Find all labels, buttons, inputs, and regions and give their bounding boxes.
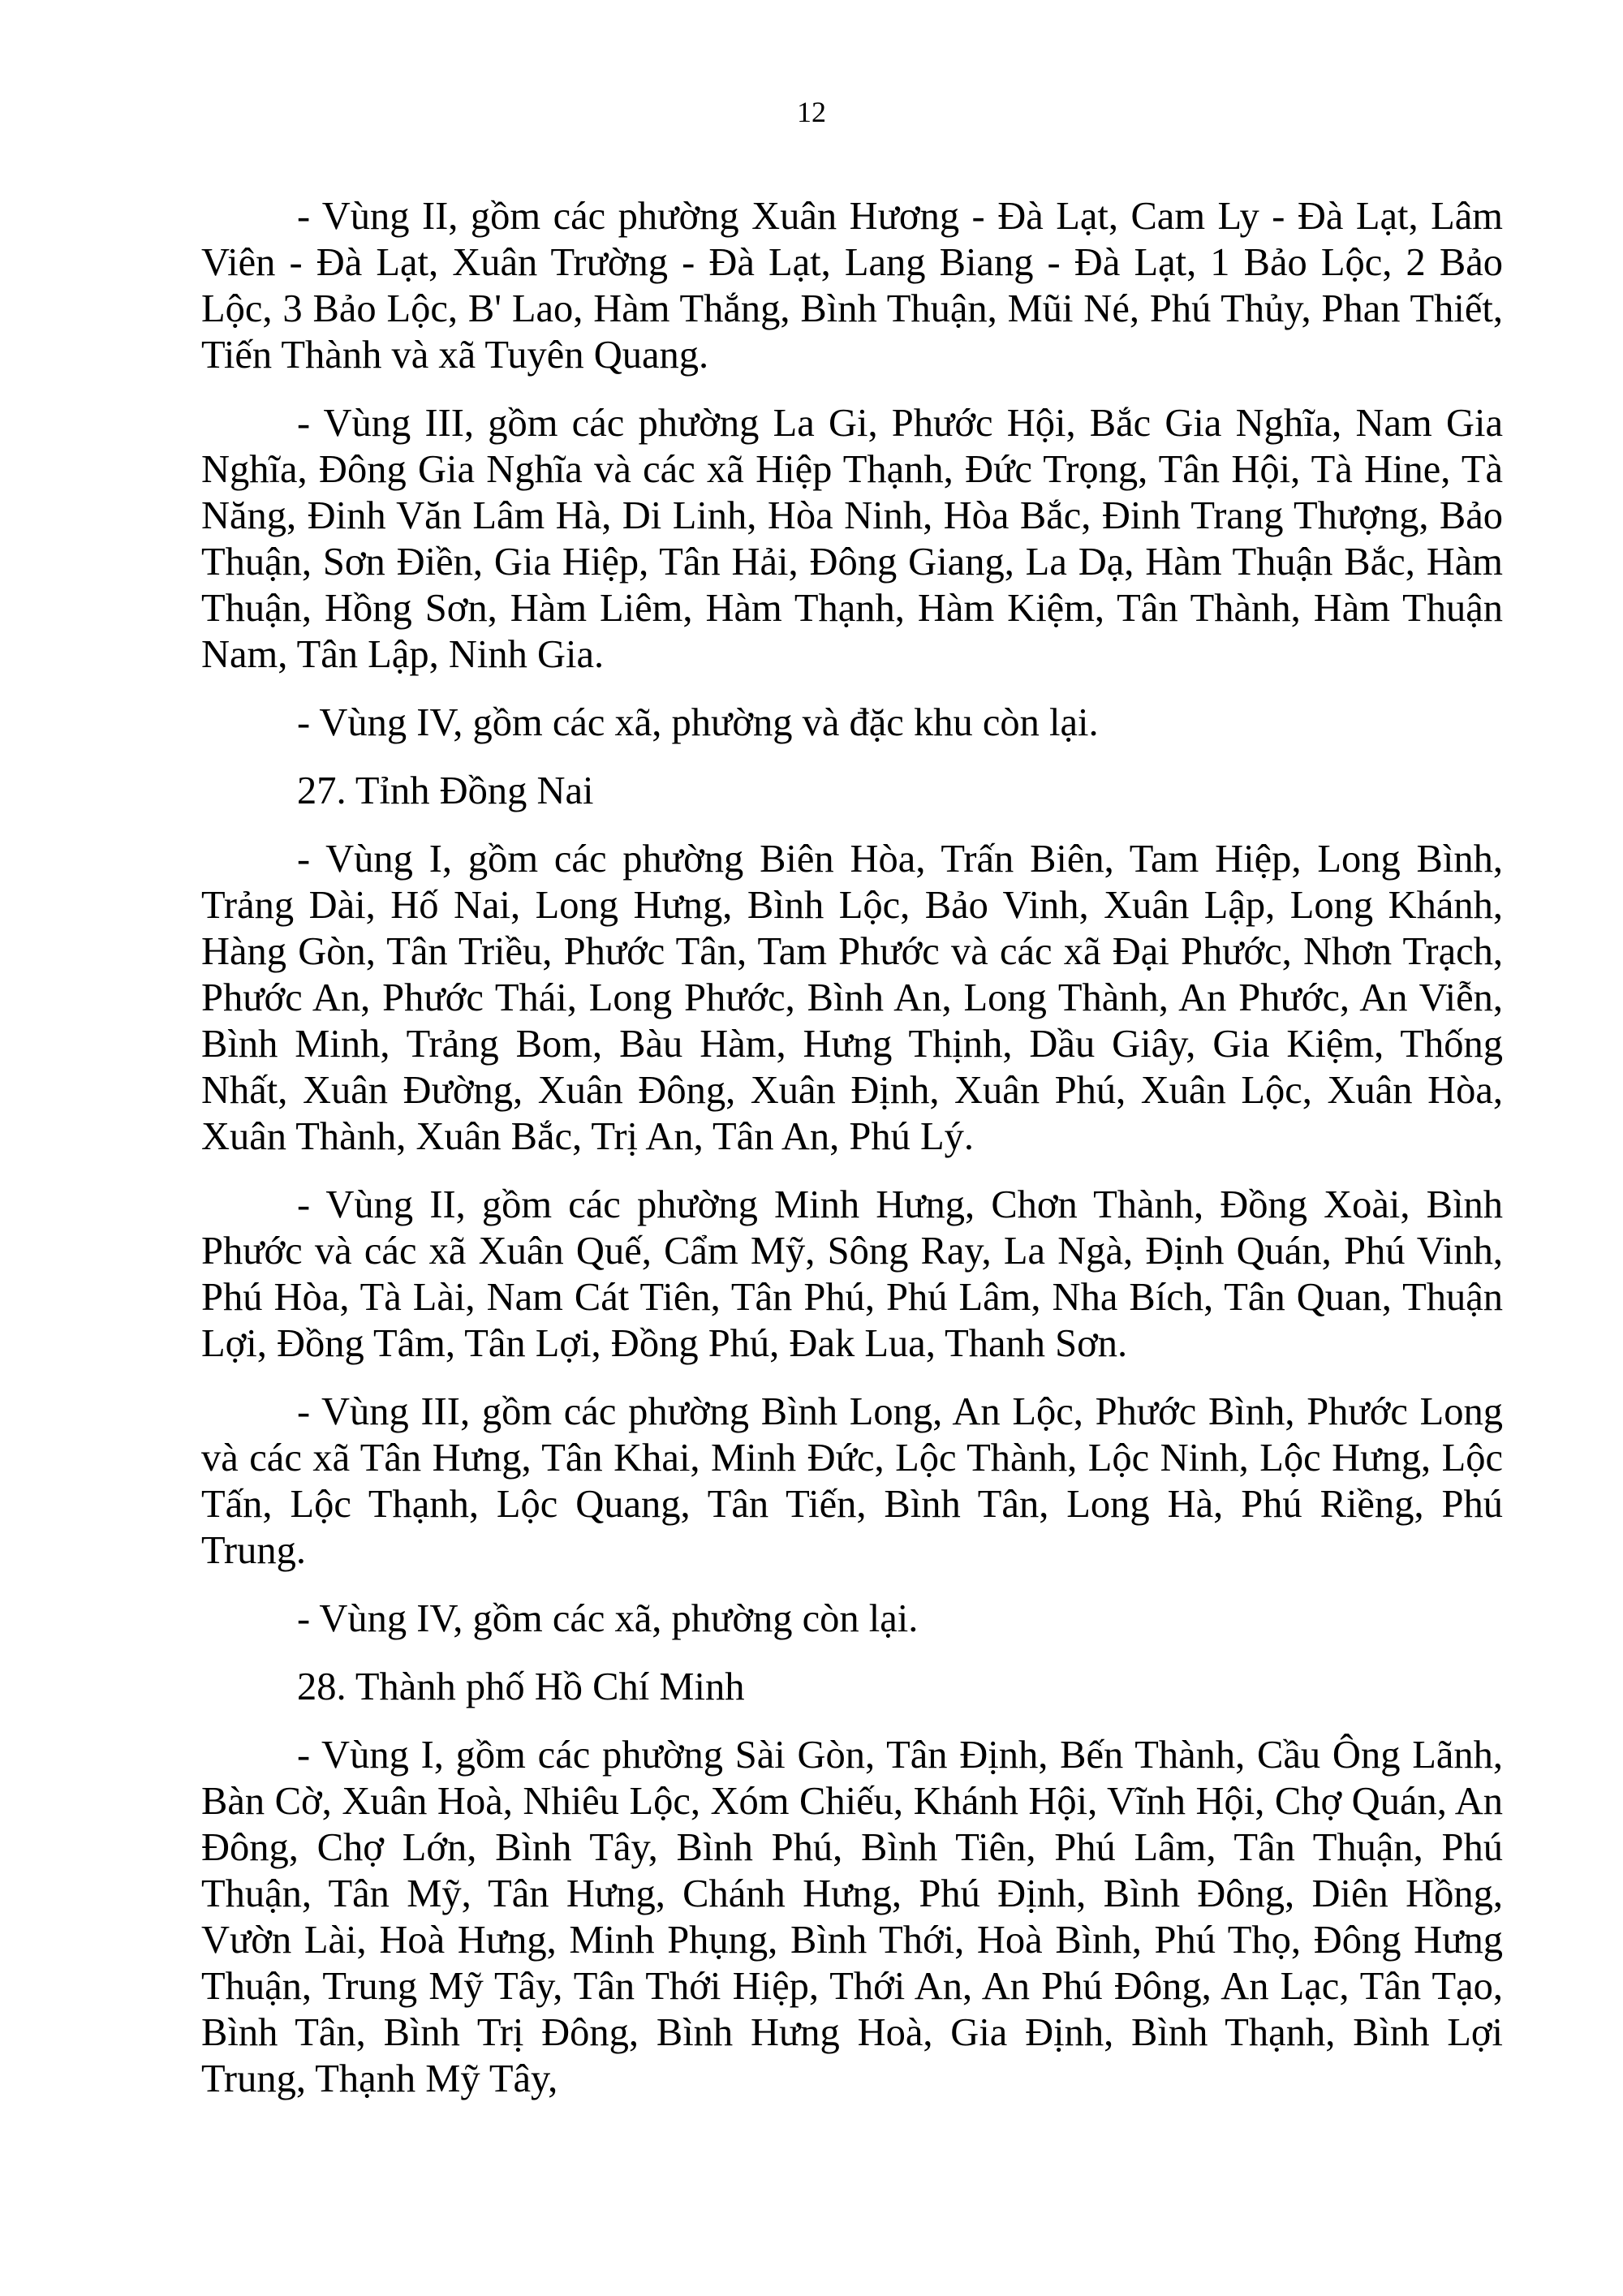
section-heading-dong-nai: 27. Tỉnh Đồng Nai: [297, 769, 594, 812]
paragraph-lam-dong-zone-4: - Vùng IV, gồm các xã, phường và đặc khu còn lại.: [297, 701, 1099, 744]
paragraph-lam-dong-zone-2: - Vùng II, gồm các phường Xuân Hương - Đà Lạt, Cam Ly - Đà Lạt, Lâm Viên - Đà Lạt, Xuân Trường - Đà Lạt, Lang Biang - Đà Lạt, 1 Bảo Lộc, 2 Bảo Lộc, 3 Bảo Lộc, B' Lao, Hàm Thắng, Bình Thuận, Mũi Né, Phú Thủy, Phan Thiết, Tiến Thành và xã Tuyên Quang.: [201, 195, 1503, 377]
paragraph-dong-nai-zone-1: - Vùng I, gồm các phường Biên Hòa, Trấn Biên, Tam Hiệp, Long Bình, Trảng Dài, Hố Nai, Long Hưng, Bình Lộc, Bảo Vinh, Xuân Lập, Long Khánh, Hàng Gòn, Tân Triều, Phước Tân, Tam Phước và các xã Đại Phước, Nhơn Trạch, Phước An, Phước Thái, Long Phước, Bình An, Long Thành, An Phước, An Viễn, Bình Minh, Trảng Bom, Bàu Hàm, Hưng Thịnh, Dầu Giây, Gia Kiệm, Thống Nhất, Xuân Đường, Xuân Đông, Xuân Định, Xuân Phú, Xuân Lộc, Xuân Hòa, Xuân Thành, Xuân Bắc, Trị An, Tân An, Phú Lý.: [201, 838, 1503, 1158]
paragraph-dong-nai-zone-4: - Vùng IV, gồm các xã, phường còn lại.: [297, 1597, 919, 1640]
paragraph-dong-nai-zone-2: - Vùng II, gồm các phường Minh Hưng, Chơn Thành, Đồng Xoài, Bình Phước và các xã Xuân Quế, Cẩm Mỹ, Sông Ray, La Ngà, Định Quán, Phú Vinh, Phú Hòa, Tà Lài, Nam Cát Tiên, Tân Phú, Phú Lâm, Nha Bích, Tân Quan, Thuận Lợi, Đồng Tâm, Tân Lợi, Đồng Phú, Đak Lua, Thanh Sơn.: [201, 1183, 1503, 1365]
paragraph-lam-dong-zone-3: - Vùng III, gồm các phường La Gi, Phước Hội, Bắc Gia Nghĩa, Nam Gia Nghĩa, Đông Gia Nghĩa và các xã Hiệp Thạnh, Đức Trọng, Tân Hội, Tà Hine, Tà Năng, Đinh Văn Lâm Hà, Di Linh, Hòa Ninh, Hòa Bắc, Đinh Trang Thượng, Bảo Thuận, Sơn Điền, Gia Hiệp, Tân Hải, Đông Giang, La Dạ, Hàm Thuận Bắc, Hàm Thuận, Hồng Sơn, Hàm Liêm, Hàm Thạnh, Hàm Kiệm, Tân Thành, Hàm Thuận Nam, Tân Lập, Ninh Gia.: [201, 402, 1503, 676]
document-body: [201, 193, 1503, 2124]
paragraph-ho-chi-minh-zone-1: - Vùng I, gồm các phường Sài Gòn, Tân Định, Bến Thành, Cầu Ông Lãnh, Bàn Cờ, Xuân Hoà, Nhiêu Lộc, Xóm Chiếu, Khánh Hội, Vĩnh Hội, Chợ Quán, An Đông, Chợ Lớn, Bình Tây, Bình Phú, Bình Tiên, Phú Lâm, Tân Thuận, Phú Thuận, Tân Mỹ, Tân Hưng, Chánh Hưng, Phú Định, Bình Đông, Diên Hồng, Vườn Lài, Hoà Hưng, Minh Phụng, Bình Thới, Hoà Bình, Phú Thọ, Đông Hưng Thuận, Trung Mỹ Tây, Tân Thới Hiệp, Thới An, An Phú Đông, An Lạc, Tân Tạo, Bình Tân, Bình Trị Đông, Bình Hưng Hoà, Gia Định, Bình Thạnh, Bình Lợi Trung, Thạnh Mỹ Tây,: [201, 1734, 1503, 2100]
page-number: 12: [797, 96, 826, 128]
section-heading-ho-chi-minh: 28. Thành phố Hồ Chí Minh: [297, 1665, 745, 1708]
paragraph-dong-nai-zone-3: - Vùng III, gồm các phường Bình Long, An Lộc, Phước Bình, Phước Long và các xã Tân Hưng, Tân Khai, Minh Đức, Lộc Thành, Lộc Ninh, Lộc Hưng, Lộc Tấn, Lộc Thạnh, Lộc Quang, Tân Tiến, Bình Tân, Long Hà, Phú Riềng, Phú Trung.: [201, 1390, 1503, 1572]
